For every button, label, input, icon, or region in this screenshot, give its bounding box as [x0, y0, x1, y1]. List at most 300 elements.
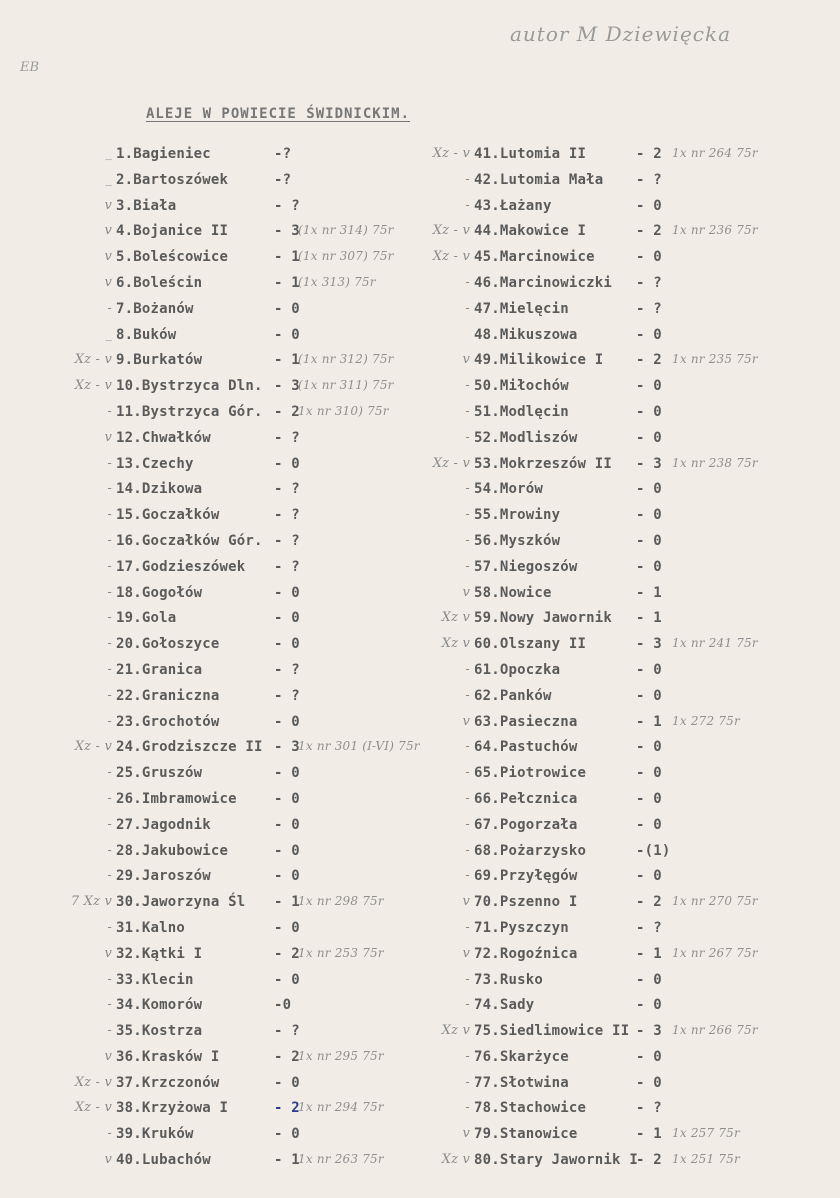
alley-count: - ?	[636, 300, 662, 317]
list-item	[410, 507, 820, 533]
alley-count: - 1	[274, 894, 300, 911]
alley-count: - 3	[636, 455, 662, 472]
margin-mark: Xz v	[441, 610, 470, 626]
margin-mark: -	[465, 300, 470, 316]
list-item	[410, 610, 820, 636]
margin-mark: -	[107, 971, 112, 987]
alley-count: - ?	[274, 481, 300, 498]
list-item	[40, 765, 410, 791]
village-name: 36.Krasków I	[116, 1048, 220, 1065]
list-item	[410, 972, 820, 998]
margin-mark: -	[107, 532, 112, 548]
margin-mark: _	[105, 146, 112, 161]
list-item	[40, 946, 410, 972]
list-item	[410, 559, 820, 585]
handwritten-note: 1x 272 75r	[672, 713, 740, 728]
village-name: 4.Bojanice II	[116, 223, 229, 240]
margin-mark: v	[462, 945, 470, 961]
list-item	[40, 378, 410, 404]
margin-mark: Xz - v	[74, 739, 112, 755]
handwritten-note: (1x 313) 75r	[298, 274, 376, 289]
alley-count: - 2	[636, 223, 662, 240]
list-item	[40, 636, 410, 662]
handwritten-note: 1x 251 75r	[672, 1152, 740, 1167]
margin-mark: Xz v	[441, 1152, 470, 1168]
alley-count: - 0	[636, 687, 662, 704]
village-name: 44.Makowice I	[474, 223, 587, 240]
alley-count: - 0	[274, 636, 300, 653]
village-name: 63.Pasieczna	[474, 713, 578, 730]
village-name: 73.Rusko	[474, 971, 544, 988]
village-name: 26.Imbramowice	[116, 790, 237, 807]
alley-count: - 0	[274, 713, 300, 730]
village-name: 9.Burkatów	[116, 352, 203, 369]
margin-mark: v	[104, 249, 112, 265]
list-item	[410, 301, 820, 327]
list-item	[410, 688, 820, 714]
alley-count: - ?	[636, 1100, 662, 1117]
alley-count: - 0	[274, 765, 300, 782]
margin-mark: -	[465, 378, 470, 394]
village-name: 1.Bagieniec	[116, 146, 211, 162]
list-item	[40, 249, 410, 275]
village-name: 51.Modlęcin	[474, 403, 569, 420]
list-item	[410, 585, 820, 611]
list-item	[40, 533, 410, 559]
handwritten-note: 1x nr 295 75r	[298, 1048, 384, 1063]
alley-count: - 1	[636, 584, 662, 601]
margin-mark: -	[107, 687, 112, 703]
list-item	[40, 843, 410, 869]
village-name: 42.Lutomia Mała	[474, 171, 604, 188]
list-item	[40, 456, 410, 482]
list-item	[410, 481, 820, 507]
handwritten-note: 1x nr 238 75r	[672, 455, 758, 470]
margin-mark: v	[462, 584, 470, 600]
list-item	[410, 172, 820, 198]
village-name: 33.Klecin	[116, 971, 194, 988]
alley-count: - 3	[274, 378, 300, 395]
margin-mark: v	[462, 713, 470, 729]
handwritten-note: (1x nr 312) 75r	[298, 352, 394, 367]
margin-mark: Xz v	[441, 636, 470, 652]
list-item	[410, 791, 820, 817]
list-item	[40, 275, 410, 301]
handwritten-note: 1x nr 266 75r	[672, 1023, 758, 1038]
village-name: 61.Opoczka	[474, 661, 561, 678]
list-item	[410, 275, 820, 301]
list-item	[410, 378, 820, 404]
list-item	[40, 920, 410, 946]
alley-count: - 0	[636, 326, 662, 343]
village-name: 14.Dzikowa	[116, 481, 203, 498]
list-item	[40, 146, 410, 172]
alley-count: - 3	[274, 739, 300, 756]
margin-mark: -	[107, 842, 112, 858]
list-item	[40, 662, 410, 688]
alley-count: - ?	[274, 687, 300, 704]
margin-mark: -	[465, 403, 470, 419]
margin-mark: -	[465, 1048, 470, 1064]
alley-count: - 0	[636, 997, 662, 1014]
village-name: 37.Krzczonów	[116, 1074, 220, 1091]
list-item	[40, 894, 410, 920]
alley-count: - ?	[274, 1023, 300, 1040]
alley-count: - 0	[636, 1048, 662, 1065]
margin-mark: -	[465, 429, 470, 445]
list-item	[410, 843, 820, 869]
margin-mark: -	[465, 971, 470, 987]
village-name: 23.Grochotów	[116, 713, 220, 730]
handwritten-note: 1x nr 298 75r	[298, 894, 384, 909]
margin-mark: -	[465, 739, 470, 755]
village-name: 8.Buków	[116, 326, 177, 343]
alley-count: - 0	[274, 326, 300, 343]
margin-mark: -	[465, 197, 470, 213]
handwritten-note: (1x nr 311) 75r	[298, 378, 394, 393]
alley-count: - 0	[274, 1074, 300, 1091]
village-name: 67.Pogorzała	[474, 816, 578, 833]
margin-mark: v	[462, 1126, 470, 1142]
margin-mark: -	[107, 816, 112, 832]
alley-count: -(1)	[636, 842, 671, 859]
village-name: 80.Stary Jawornik I	[474, 1152, 638, 1169]
alley-count: -?	[274, 171, 292, 188]
list-item	[40, 1023, 410, 1049]
list-item	[40, 327, 410, 353]
list-item	[40, 714, 410, 740]
list-item	[40, 172, 410, 198]
list-item	[40, 585, 410, 611]
village-name: 13.Czechy	[116, 455, 194, 472]
list-item	[410, 739, 820, 765]
village-name: 76.Skarżyce	[474, 1048, 569, 1065]
margin-mark: v	[104, 1152, 112, 1168]
list-item	[40, 739, 420, 765]
margin-mark: -	[465, 481, 470, 497]
alley-count: - 0	[636, 558, 662, 575]
village-name: 17.Godzieszówek	[116, 558, 246, 575]
village-name: 55.Mrowiny	[474, 507, 561, 524]
alley-count: - 0	[274, 971, 300, 988]
handwritten-note: 1x nr 267 75r	[672, 945, 758, 960]
village-name: 27.Jagodnik	[116, 816, 211, 833]
margin-mark: _	[105, 326, 112, 342]
list-item	[40, 301, 410, 327]
alley-count: - 1	[636, 1126, 662, 1143]
margin-mark: -	[107, 584, 112, 600]
alley-count: - 0	[274, 816, 300, 833]
alley-count: - 1	[274, 352, 300, 369]
list-item	[40, 404, 410, 430]
handwritten-note: (1x nr 307) 75r	[298, 249, 394, 264]
alley-count: - 1	[274, 274, 300, 291]
list-item	[410, 765, 820, 791]
margin-mark: -	[107, 507, 112, 523]
village-name: 3.Biała	[116, 197, 177, 214]
alley-count: - 2	[636, 1152, 662, 1169]
margin-mark: -	[107, 765, 112, 781]
alley-count: - 0	[636, 532, 662, 549]
list-item	[410, 1126, 820, 1152]
list-item	[410, 894, 820, 920]
village-name: 43.Łażany	[474, 197, 552, 214]
village-name: 38.Krzyżowa I	[116, 1100, 229, 1117]
margin-mark: -	[465, 507, 470, 523]
list-item	[410, 946, 820, 972]
village-name: 30.Jaworzyna Śl	[116, 894, 246, 911]
alley-count: - 2	[274, 1048, 300, 1065]
alley-count: - 0	[274, 610, 300, 627]
list-item	[410, 146, 820, 172]
alley-count: - 0	[636, 249, 662, 266]
village-name: 59.Nowy Jawornik	[474, 610, 613, 627]
list-item	[410, 662, 820, 688]
village-name: 65.Piotrowice	[474, 765, 587, 782]
village-name: 56.Myszków	[474, 532, 561, 549]
alley-count: - 1	[636, 713, 662, 730]
alley-count: - ?	[274, 507, 300, 524]
alley-count: - 2	[274, 1100, 300, 1117]
list-item	[40, 791, 410, 817]
margin-mark: -	[107, 919, 112, 935]
alley-count: - 0	[636, 429, 662, 446]
village-name: 21.Granica	[116, 661, 203, 678]
village-name: 11.Bystrzyca Gór.	[116, 403, 263, 420]
village-name: 45.Marcinowice	[474, 249, 595, 266]
margin-mark: v	[462, 894, 470, 910]
village-name: 79.Stanowice	[474, 1126, 578, 1143]
village-name: 62.Panków	[474, 687, 552, 704]
handwritten-note: 1x 257 75r	[672, 1126, 740, 1141]
list-item	[410, 868, 820, 894]
alley-count: - 1	[636, 945, 662, 962]
alley-count: - 1	[274, 249, 300, 266]
alley-count: - 0	[274, 919, 300, 936]
village-name: 39.Kruków	[116, 1126, 194, 1143]
margin-mark: v	[462, 352, 470, 368]
village-name: 47.Mielęcin	[474, 300, 569, 317]
alley-count: - ?	[636, 919, 662, 936]
village-name: 49.Milikowice I	[474, 352, 604, 369]
alley-count: - ?	[274, 532, 300, 549]
margin-mark: -	[465, 997, 470, 1013]
village-name: 54.Morów	[474, 481, 544, 498]
margin-mark: -	[107, 636, 112, 652]
village-name: 15.Goczałków	[116, 507, 220, 524]
village-name: 7.Bożanów	[116, 300, 194, 317]
margin-mark: -	[465, 1100, 470, 1116]
alley-count: - 2	[274, 945, 300, 962]
handwritten-note: (1x nr 314) 75r	[298, 223, 394, 238]
margin-mark: v	[104, 429, 112, 445]
village-name: 19.Gola	[116, 610, 177, 627]
alley-count: -?	[274, 146, 292, 162]
village-name: 25.Gruszów	[116, 765, 203, 782]
right-column	[410, 146, 820, 1178]
margin-mark: v	[104, 1048, 112, 1064]
alley-count: - 0	[274, 584, 300, 601]
alley-count: - 0	[274, 790, 300, 807]
list-item	[40, 1075, 410, 1101]
alley-count: - 0	[274, 300, 300, 317]
village-name: 6.Boleścin	[116, 274, 203, 291]
list-item	[40, 868, 410, 894]
village-name: 41.Lutomia II	[474, 146, 587, 162]
village-name: 71.Pyszczyn	[474, 919, 569, 936]
alley-count: - ?	[274, 558, 300, 575]
margin-mark: Xz - v	[432, 249, 470, 265]
list-item	[410, 327, 820, 353]
list-item	[40, 1049, 410, 1075]
margin-mark: Xz - v	[74, 378, 112, 394]
alley-count: - ?	[274, 661, 300, 678]
alley-count: - 0	[636, 661, 662, 678]
margin-mark: -	[465, 790, 470, 806]
alley-count: - 0	[636, 481, 662, 498]
list-item	[410, 249, 820, 275]
list-item	[40, 507, 410, 533]
alley-count: - 0	[636, 739, 662, 756]
margin-mark: -	[465, 171, 470, 187]
alley-count: - 3	[274, 223, 300, 240]
alley-count: - 0	[636, 816, 662, 833]
margin-mark: -	[107, 610, 112, 626]
alley-count: - 0	[636, 765, 662, 782]
list-item	[40, 481, 410, 507]
village-name: 34.Komorów	[116, 997, 203, 1014]
list-item	[410, 430, 820, 456]
margin-mark: -	[107, 481, 112, 497]
handwritten-note: 1x nr 301 (I-VI) 75r	[298, 739, 420, 754]
list-item	[410, 1152, 820, 1178]
margin-mark: v	[104, 223, 112, 239]
margin-mark: v	[104, 197, 112, 213]
alley-count: - 3	[636, 1023, 662, 1040]
list-item	[410, 1049, 820, 1075]
alley-count: - 0	[274, 868, 300, 885]
village-name: 64.Pastuchów	[474, 739, 578, 756]
village-name: 28.Jakubowice	[116, 842, 229, 859]
margin-mark: Xz - v	[432, 146, 470, 161]
alley-count: - 0	[636, 868, 662, 885]
list-item	[410, 1023, 820, 1049]
handwritten-note: 1x nr 263 75r	[298, 1152, 384, 1167]
alley-count: - 2	[274, 403, 300, 420]
list-item	[410, 920, 820, 946]
list-item	[410, 223, 820, 249]
margin-mark: -	[107, 868, 112, 884]
alley-count: - 2	[636, 352, 662, 369]
list-item	[40, 1152, 410, 1178]
margin-mark: v	[104, 274, 112, 290]
alley-count: - 1	[274, 1152, 300, 1169]
alley-count: -0	[274, 997, 292, 1014]
list-item	[40, 1100, 410, 1126]
handwritten-note: 1x nr 310) 75r	[298, 403, 389, 418]
margin-mark: -	[107, 558, 112, 574]
list-item	[40, 223, 410, 249]
alley-count: - 0	[636, 790, 662, 807]
corner-note: EB	[20, 60, 40, 75]
margin-mark: -	[107, 300, 112, 316]
village-name: 31.Kalno	[116, 919, 186, 936]
village-name: 40.Lubachów	[116, 1152, 211, 1169]
margin-mark: -	[465, 558, 470, 574]
village-name: 5.Boleścowice	[116, 249, 229, 266]
list-item	[40, 1126, 410, 1152]
handwritten-note: 1x nr 264 75r	[672, 146, 758, 160]
list-item	[40, 817, 410, 843]
handwritten-note: 1x nr 236 75r	[672, 223, 758, 238]
margin-mark: -	[465, 842, 470, 858]
list-item	[40, 688, 410, 714]
list-item	[40, 559, 410, 585]
list-item	[410, 1075, 820, 1101]
margin-mark: Xz - v	[74, 352, 112, 368]
alley-count: - 0	[636, 1074, 662, 1091]
margin-mark: -	[465, 661, 470, 677]
alley-count: - ?	[636, 274, 662, 291]
village-name: 53.Mokrzeszów II	[474, 455, 613, 472]
margin-mark: Xz - v	[74, 1100, 112, 1116]
alley-count: - ?	[636, 171, 662, 188]
village-name: 12.Chwałków	[116, 429, 211, 446]
village-name: 29.Jaroszów	[116, 868, 211, 885]
margin-mark: -	[465, 816, 470, 832]
list-item	[40, 610, 410, 636]
village-name: 24.Grodziszcze II	[116, 739, 263, 756]
village-name: 68.Pożarzysko	[474, 842, 587, 859]
alley-count: - 0	[636, 378, 662, 395]
village-name: 70.Pszenno I	[474, 894, 578, 911]
village-name: 52.Modliszów	[474, 429, 578, 446]
village-name: 69.Przyłęgów	[474, 868, 578, 885]
village-name: 57.Niegoszów	[474, 558, 578, 575]
list-item	[40, 997, 410, 1023]
margin-mark: -	[107, 997, 112, 1013]
list-item	[410, 533, 820, 559]
margin-mark: -	[465, 868, 470, 884]
alley-count: - 0	[636, 403, 662, 420]
margin-mark: -	[107, 1023, 112, 1039]
village-name: 18.Gogołów	[116, 584, 203, 601]
village-name: 75.Siedlimowice II	[474, 1023, 630, 1040]
alley-count: - 3	[636, 636, 662, 653]
alley-count: - ?	[274, 429, 300, 446]
list-item	[40, 430, 410, 456]
village-name: 16.Goczałków Gór.	[116, 532, 263, 549]
alley-count: - 0	[274, 842, 300, 859]
village-name: 48.Mikuszowa	[474, 326, 578, 343]
alley-count: - 1	[636, 610, 662, 627]
margin-mark: -	[107, 455, 112, 471]
margin-mark: _	[105, 171, 112, 187]
list-item	[410, 714, 820, 740]
margin-mark: -	[107, 790, 112, 806]
list-item	[410, 636, 820, 662]
margin-mark: -	[107, 403, 112, 419]
village-name: 32.Kątki I	[116, 945, 203, 962]
village-name: 10.Bystrzyca Dln.	[116, 378, 263, 395]
alley-count: - 0	[274, 455, 300, 472]
alley-count: - 2	[636, 146, 662, 162]
handwritten-note: 1x nr 241 75r	[672, 636, 758, 651]
village-name: 78.Stachowice	[474, 1100, 587, 1117]
village-name: 58.Nowice	[474, 584, 552, 601]
handwritten-note: 1x nr 294 75r	[298, 1100, 384, 1115]
author-note: autor M Dziewięcka	[510, 22, 732, 46]
